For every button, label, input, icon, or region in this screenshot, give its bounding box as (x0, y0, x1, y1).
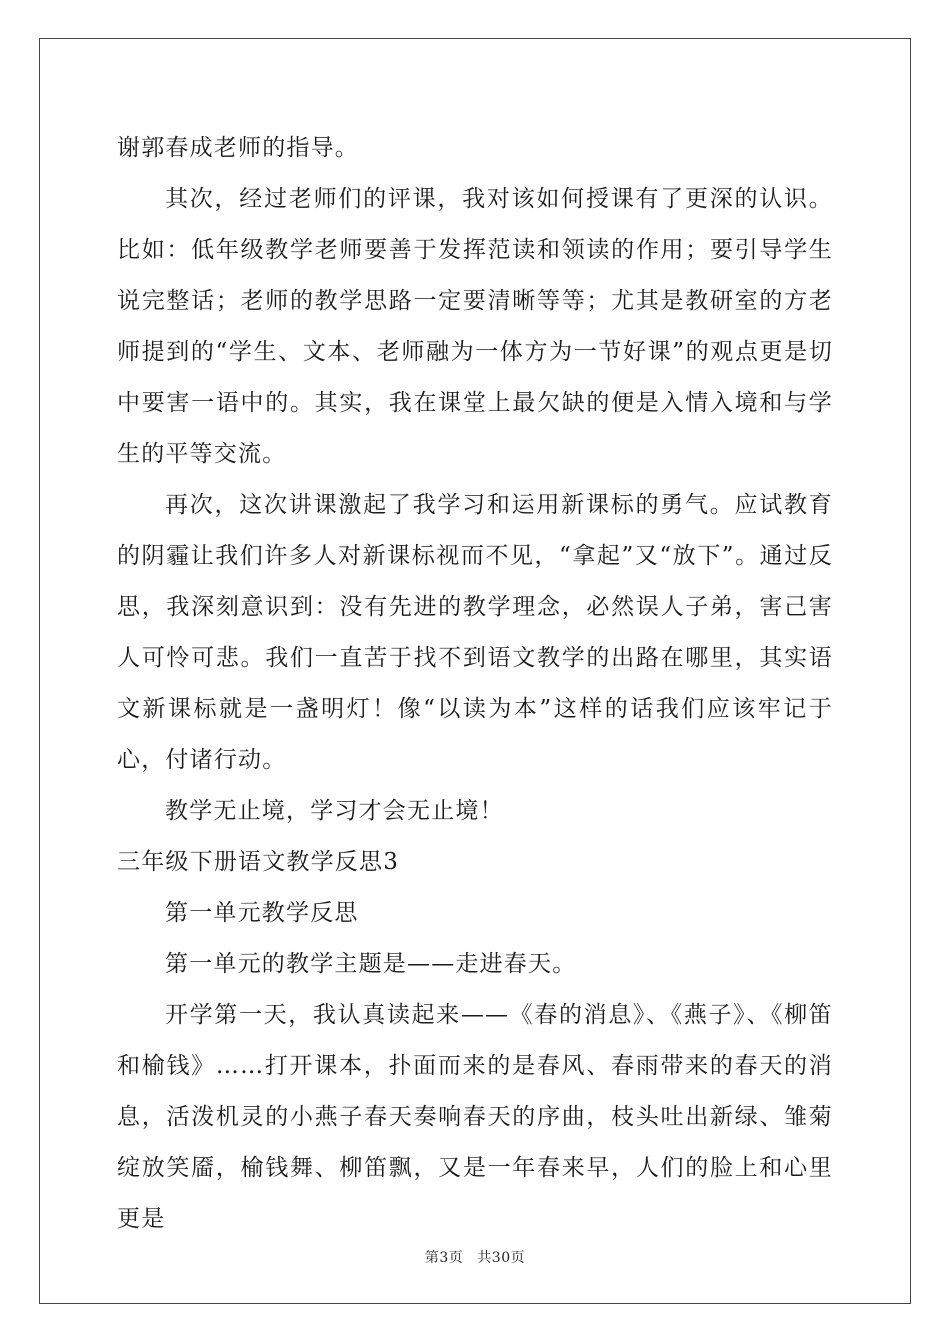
document-body (117, 123, 833, 1245)
paragraph-7: 开学第一天，我认真读起来——《春的消息》、《燕子》、《柳笛和榆钱》……打开课本，扑面而来的是春风、春雨带来的春天的消息，活泼机灵的小燕子春天奏响春天的序曲，枝头吐出新绿、雏菊绽放笑靥，榆钱舞、柳笛飘，又是一年春来早，人们的脸上和心里更是 (117, 1002, 833, 1232)
page-footer (0, 1247, 950, 1267)
paragraph-5: 第一单元教学反思 (165, 900, 359, 926)
paragraph-4: 教学无止境，学习才会无止境！ (165, 798, 504, 824)
paragraph-2: 其次，经过老师们的评课，我对该如何授课有了更深的认识。比如：低年级教学老师要善于发挥范读和领读的作用；要引导学生说完整话；老师的教学思路一定要清晰等等；尤其是教研室的方老师提到的“学生、文本、老师融为一体方为一节好课”的观点更是切中要害一语中的。其实，我在课堂上最欠缺的便是入情入境和与学生的平等交流。 (117, 186, 833, 467)
paragraph-3: 再次，这次讲课激起了我学习和运用新课标的勇气。应试教育的阴霾让我们许多人对新课标视而不见，“拿起”又“放下”。通过反思，我深刻意识到：没有先进的教学理念，必然误人子弟，害己害人可怜可悲。我们一直苦于找不到语文教学的出路在哪里，其实语文新课标就是一盏明灯！像“以读为本”这样的话我们应该牢记于心，付诸行动。 (117, 492, 833, 773)
paragraph-6: 第一单元的教学主题是——走进春天。 (165, 951, 577, 977)
section-heading: 三年级下册语文教学反思3 (117, 849, 400, 875)
paragraph-1: 谢郭春成老师的指导。 (117, 135, 359, 161)
page-number: 第3页 (424, 1250, 464, 1266)
page-total: 共30页 (477, 1250, 526, 1266)
